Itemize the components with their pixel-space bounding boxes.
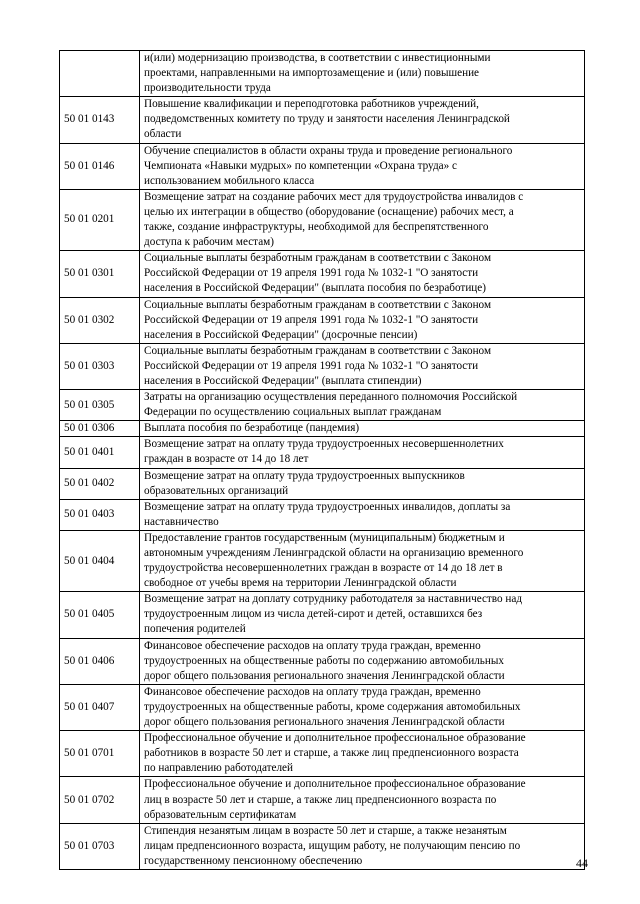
budget-code-cell: 50 01 0406 [60,638,140,684]
budget-code-cell: 50 01 0405 [60,592,140,638]
description-line: населения в Российской Федерации" (выплата стипендии) [144,374,422,387]
description-cell [140,343,585,389]
budget-code-cell: 50 01 0302 [60,297,140,343]
description-line: дорог общего пользования регионального значения Ленинградской области [144,669,505,682]
budget-code-cell: 50 01 0404 [60,530,140,591]
description-line: Российской Федерации от 19 апреля 1991 года № 1032-1 "О занятости [144,359,479,372]
budget-code-cell: 50 01 0143 [60,97,140,143]
description-line: Обучение специалистов в области охраны труда и проведение регионального [144,144,513,157]
budget-code-cell: 50 01 0407 [60,684,140,730]
description-line: проектами, направленными на импортозамещение и (или) повышение [144,67,480,80]
budget-code-cell: 50 01 0201 [60,189,140,250]
description-line: трудоустроенных на общественные работы, кроме содержания автомобильных [144,700,521,713]
table-row [60,468,585,499]
description-cell [140,437,585,468]
description-cell [140,468,585,499]
description-cell [140,530,585,591]
description-line: Возмещение затрат на доплату сотруднику работодателя за наставничество над [144,593,523,606]
description-line: Российской Федерации от 19 апреля 1991 года № 1032-1 "О занятости [144,267,479,280]
description-line: целью их интеграции в общество (оборудование (оснащение) рабочих мест, а [144,205,514,218]
description-cell [140,390,585,421]
table-row [60,731,585,777]
description-line: области [144,128,182,141]
budget-code-cell: 50 01 0702 [60,777,140,823]
description-line: свободное от учебы время на территории Ленинградской области [144,577,457,590]
description-line: Социальные выплаты безработным гражданам в соответствии с Законом [144,252,492,265]
description-line: трудоустройства несовершеннолетних граждан в возрасте от 14 до 18 лет в [144,562,503,575]
description-line: Возмещение затрат на оплату труда трудоустроенных инвалидов, доплаты за [144,500,511,513]
description-line: и(или) модернизацию производства, в соответствии с инвестиционными [144,52,491,64]
table-body [60,51,585,870]
description-line: использованием мобильного класса [144,174,315,187]
description-cell [140,592,585,638]
table-row [60,823,585,869]
description-line: наставничество [144,515,219,528]
description-cell [140,499,585,530]
table-row [60,189,585,250]
description-line: Социальные выплаты безработным гражданам в соответствии с Законом [144,298,492,311]
budget-code-cell: 50 01 0301 [60,251,140,297]
description-line: населения в Российской Федерации" (выплата пособия по безработице) [144,282,486,295]
description-line: населения в Российской Федерации" (досрочные пенсии) [144,328,418,341]
description-cell [140,777,585,823]
description-line: Финансовое обеспечение расходов на оплату труда граждан, временно [144,639,481,652]
table-row [60,97,585,143]
description-line: Профессиональное обучение и дополнительное профессиональное образование [144,732,526,745]
description-line: Затраты на организацию осуществления переданного полномочия Российской [144,391,518,404]
description-line: Чемпионата «Навыки мудрых» по компетенции «Охрана труда» с [144,159,457,172]
description-line: трудоустроенных на общественные работы по содержанию автомобильных [144,654,504,667]
description-line: Повышение квалификации и переподготовка работников учреждений, [144,98,479,111]
budget-code-cell: 50 01 0146 [60,143,140,189]
description-line: лицам предпенсионного возраста, ищущим работу, не получающим пенсию по [144,839,521,852]
table-row [60,390,585,421]
description-line: Предоставление грантов государственным (муниципальным) бюджетным и [144,531,505,544]
table-row [60,251,585,297]
table-row [60,499,585,530]
description-line: Выплата пособия по безработице (пандемия) [144,422,360,435]
description-line: Возмещение затрат на создание рабочих мест для трудоустройства инвалидов с [144,190,524,203]
description-line: Возмещение затрат на оплату труда трудоустроенных несовершеннолетних [144,438,504,451]
table-row [60,51,585,97]
budget-code-cell: 50 01 0306 [60,421,140,437]
description-cell [140,189,585,250]
budget-code-cell: 50 01 0402 [60,468,140,499]
description-cell [140,297,585,343]
description-line: также, создание инфраструктуры, необходимой для беспрепятственного [144,221,489,234]
table-row [60,437,585,468]
description-line: по направлению работодателей [144,762,294,775]
budget-code-cell: 50 01 0401 [60,437,140,468]
description-line: образовательным сертификатам [144,808,297,821]
description-line: производительности труда [144,82,271,95]
budget-code-cell [60,51,140,97]
budget-code-cell: 50 01 0303 [60,343,140,389]
description-line: работников в возрасте 50 лет и старше, а также лиц предпенсионного возраста [144,747,519,760]
description-line: лиц в возрасте 50 лет и старше, а также лиц предпенсионного возраста по [144,793,497,806]
budget-code-cell: 50 01 0403 [60,499,140,530]
description-line: Профессиональное обучение и дополнительное профессиональное образование [144,778,526,791]
description-line: Федерации по осуществлению социальных выплат гражданам [144,406,442,419]
description-line: автономным учреждениям Ленинградской области на организацию временного [144,547,524,559]
description-cell [140,251,585,297]
description-cell [140,731,585,777]
description-line: государственному пенсионному обеспечению [144,854,363,867]
table-row [60,530,585,591]
description-line: дорог общего пользования регионального значения Ленинградской области [144,716,505,729]
description-line: подведомственных комитету по труду и занятости населения Ленинградской [144,113,510,126]
table-row [60,777,585,823]
table-row [60,592,585,638]
table-row [60,297,585,343]
description-line: Возмещение затрат на оплату труда трудоустроенных выпускников [144,469,465,482]
description-line: граждан в возрасте от 14 до 18 лет [144,453,309,466]
description-cell [140,823,585,869]
description-cell [140,143,585,189]
budget-code-cell: 50 01 0703 [60,823,140,869]
budget-code-cell: 50 01 0305 [60,390,140,421]
budget-code-cell: 50 01 0701 [60,731,140,777]
description-cell [140,421,585,437]
description-cell [140,97,585,143]
table-row [60,638,585,684]
description-line: образовательных организаций [144,484,289,497]
page-number: 44 [576,856,588,870]
description-line: попечения родителей [144,623,246,636]
table-row [60,143,585,189]
description-line: трудоустроенным лицом из числа детей-сирот и детей, оставшихся без [144,608,483,621]
description-cell [140,638,585,684]
description-line: доступа к рабочим местам) [144,236,274,249]
description-line: Социальные выплаты безработным гражданам в соответствии с Законом [144,344,492,357]
table-row [60,421,585,437]
description-cell [140,684,585,730]
description-line: Российской Федерации от 19 апреля 1991 года № 1032-1 "О занятости [144,313,479,326]
description-cell [140,51,585,97]
description-line: Финансовое обеспечение расходов на оплату труда граждан, временно [144,685,481,698]
table-row [60,684,585,730]
budget-code-table [59,50,585,870]
table-row [60,343,585,389]
description-line: Стипендия незанятым лицам в возрасте 50 лет и старше, а также незанятым [144,824,507,837]
